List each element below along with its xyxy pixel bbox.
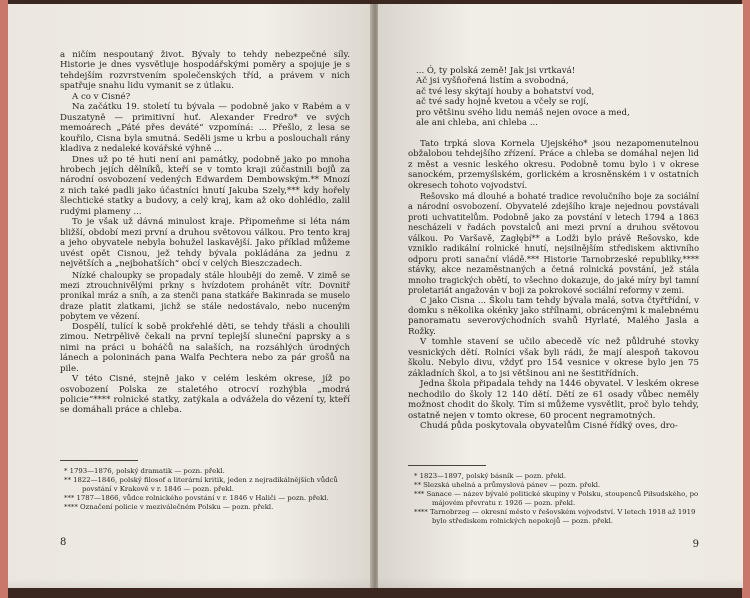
footnote: *** Sanace — název bývalé politické skupiny v Polsku, stoupenců Piłsudského, po májovém převratu r. 1926 — pozn. překl. bbox=[414, 490, 699, 507]
poem-line: pro většinu svého lidu nemáš nejen ovoce a med, bbox=[416, 107, 630, 118]
poem-line: ... Ó, ty polská země! Jak jsi vrtkavá! bbox=[416, 66, 576, 76]
paragraph: Nízké chaloupky se propadaly stále hlouběji do země. V zimě se mezi ztrouchnivělými prkny s hvízdotem prohánět vítr. Dovnitř pronikal mráz a sníh, a za stenči pana statkáře Bakinrada se muselo draze platit zlatkami, jichž se stále nedostávalo, nebo nuceným pobytem ve vězení. bbox=[60, 269, 350, 322]
left-body-text bbox=[60, 50, 350, 416]
left-footnotes bbox=[64, 467, 348, 512]
poem-line: ač tvé sady hojně kvetou a včely se rojí, bbox=[416, 97, 589, 108]
page-shadow bbox=[378, 578, 743, 588]
paragraph: A co v Cisné? bbox=[72, 91, 131, 102]
paragraph: a ničím nespoutaný život. Bývaly to tehdy nebezpečné síly. Historie je dnes vysvětluje hospodářskými poměry a spojuje je s tehdejším rozvrstvením společenských tříd, a právem v nich spatřuje snahu lidu vymanit se z útlaku. bbox=[60, 50, 350, 92]
paragraph: Dnes už po té huti není ani památky, podobně jako po mnoha hrobech jejích dělníků, kteří se v tomto kraji zúčastnili bojů za národní osvobození vedených Edwardem Dembowským.** Mnozí z nich také padli jako účastníci hnutí Jakuba Szely,*** kdy hořely šlechtické statky a budovy, a celý kraj, kam až oko dohlédlo, zalil rudými plameny ... bbox=[60, 154, 350, 217]
poem-line: ač tvé lesy skýtají houby a bohatství vod, bbox=[416, 86, 595, 97]
page-number: 9 bbox=[692, 539, 699, 550]
footnote: **** Označení policie v meziválečném Polsku — pozn. překl. bbox=[64, 503, 274, 511]
paragraph: Rešovsko má dlouhé a bohaté tradice revolučního boje za sociální a národní osvobození. Obyvatelé zdejšího kraje nejednou povstávali proti uchvatitelům. Podobně jako za povstání v letech 1794 a 1863 nescházeli v řadách povstalců ani mezi první a druhou světovou válkou. Po Varšavě, Zagłębí** a Lodži bylo právě Rešovsko, kde vzniklo radikální rolnické hnutí, nejsilnějším střediskem aktivního odporu proti sanační vládě.*** Historie Tarnobrzeské republiky,**** stávky, akce nezaměstnaných a četná rolnická povstání, jež stála mnoho tragických obětí, to všechno dokazuje, do jaké míry byl tamní proletariát angažován v boji za pokrokové sociální reformy v zemi. bbox=[408, 190, 699, 296]
right-body-text bbox=[408, 66, 699, 431]
cover-edge-right bbox=[742, 0, 750, 598]
footnote-rule bbox=[60, 460, 138, 461]
paragraph: Jedna škola připadala tehdy na 1446 obyvatel. V leském okrese nechodilo do školy 12 140 dětí. Dětí ze 61 osady vůbec neměly možnost chodit do školy. Tím si můžeme vysvětlit, proč bylo tehdy, ostatně nejen v tomto okrese, 60 procent negramotných. bbox=[408, 379, 699, 421]
left-page bbox=[8, 4, 372, 588]
cover-edge-left bbox=[0, 0, 8, 598]
footnote: **** Tarnobrzeg — okresní město v řešovském vojvodství. V letech 1918 až 1919 bylo střediskem rolnických nepokojů — pozn. překl. bbox=[414, 508, 696, 525]
poem-quote bbox=[416, 66, 699, 129]
paragraph: V této Cisné, stejně jako v celém leském okrese, jíž po osvobození Polska ze staletého otrocví rozhýbla „modrá policie“**** rolnické statky, zatýkala a odvážela do vězení ty, kteří se domáhali práce a chleba. bbox=[60, 374, 350, 416]
footnote: ** 1822—1846, polský filosof a literární kritik, jeden z nejradikálnějších vůdců povstání v Krakově v r. 1846 — pozn. překl. bbox=[64, 476, 338, 493]
paragraph: Na začátku 19. století tu bývala — podobně jako v Rabém a v Duszatyně — primitivní huť. Alexander Fredro* ve svých memoárech „Páté přes deváté“ vzpomíná: ... Přešlo, z lesa se kouřilo, Cisna byla smutná. Seděli jsme u krbu a poslouchali rány kladiva z nedaleké kovářské výhně ... bbox=[60, 102, 350, 155]
page-number: 8 bbox=[60, 537, 67, 548]
paragraph: To je však už dávná minulost kraje. Připomeňme si léta nám bližší, období mezi první a druhou světovou válkou. Pro tento kraj a jeho obyvatele nebyla bohužel laskavější. Jako příklad můžeme uvést opět Cisnou, jež tehdy bývala pokládána za jednu z největších a „nejbohatších“ obcí v celých Bieszczadech. bbox=[60, 217, 350, 270]
poem-line: ale ani chleba, ani chleba ... bbox=[416, 118, 538, 129]
paragraph: Chudá půda poskytovala obyvatelům Cisné řídký oves, dro- bbox=[420, 420, 678, 431]
paragraph: C jako Cisna ... Školu tam tehdy bývala malá, sotva čtyřtřídní, v domku s několika okénky jako střílnami, obrácenými k malebnému panoramatu severovýchodních svahů Hyrlaté, Malého Jasla a Rožky. bbox=[408, 295, 699, 337]
paragraph: Dospělí, tulící k sobě prokřehlé děti, se tehdy třásli a choulili zimou. Netrpělivě čekali na první teplejší sluneční paprsky a s nimi na práci u boháčů na salaších, na rozsáhlých úrodných lánech a poloninách pana Walfa Pechtera nebo za pár grošů na pile. bbox=[60, 321, 350, 374]
footnote-rule bbox=[408, 465, 486, 466]
footnote: *** 1787—1866, vůdce rolnického povstání v r. 1846 v Haliči — pozn. překl. bbox=[64, 494, 329, 502]
right-footnotes bbox=[414, 472, 703, 526]
footnote: * 1793—1876, polský dramatik — pozn. překl. bbox=[64, 467, 225, 475]
page-shadow bbox=[8, 578, 372, 588]
poem-line: Ač jsi vyšňořená listím a svobodná, bbox=[416, 76, 569, 87]
right-page bbox=[378, 4, 743, 588]
paragraph: V tomhle stavení se učilo abecedě víc než půldruhé stovky vesnických dětí. Rolníci však byli rádi, že mají alespoň takovou školu. Nebylo divu, vždyť pro 154 vesnice v okrese bylo jen 75 základních škol, a to jsi většinou ani ne šestitřídních. bbox=[408, 337, 699, 379]
paragraph: Tato trpká slova Kornela Ujejského* jsou nezapomenutelnou obžalobou tehdejšího zřízení. Práce a chleba se domáhal nejen lid z měst a vesnic leského okresu. Podobně tomu bylo i v okrese sanockém, przemyślském, gorlickém a krosněnském i v ostatních okresech tohoto vojvodství. bbox=[408, 138, 699, 191]
footnote: * 1823—1897, polský básník — pozn. překl. bbox=[414, 472, 567, 480]
footnote: ** Slezská uhelná a průmyslová pánev — pozn. překl. bbox=[414, 481, 601, 489]
